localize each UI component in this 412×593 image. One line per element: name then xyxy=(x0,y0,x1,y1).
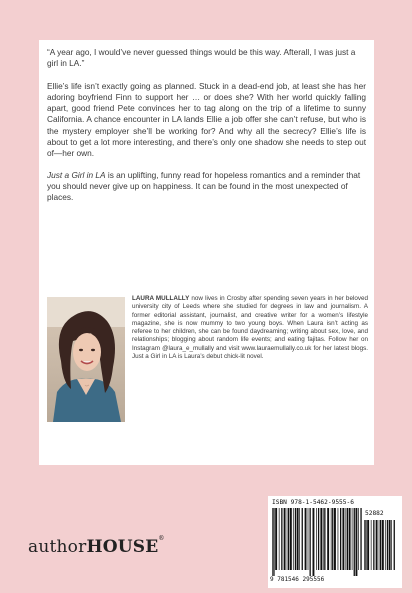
addon-bars xyxy=(364,520,396,576)
book-title-italic: Just a Girl in LA xyxy=(47,169,106,180)
barcode-stripe xyxy=(376,520,378,570)
barcode-stripe xyxy=(272,508,273,576)
barcode-stripe xyxy=(358,508,359,570)
barcode-stripe xyxy=(371,520,372,570)
barcode-stripe xyxy=(320,508,322,570)
barcode-stripe xyxy=(310,508,311,576)
back-cover-text-panel xyxy=(39,40,374,465)
barcode-stripe xyxy=(284,508,286,570)
barcode-stripe xyxy=(273,508,274,576)
isbn-barcode xyxy=(268,496,402,588)
barcode-stripe xyxy=(387,520,388,570)
barcode-stripe xyxy=(275,508,277,570)
barcode-stripe xyxy=(373,520,374,570)
tagline-paragraph xyxy=(47,170,366,204)
barcode-stripe xyxy=(385,520,386,570)
barcode-stripe xyxy=(342,508,344,570)
isbn-label: ISBN 978-1-5462-9555-6 xyxy=(272,499,354,506)
barcode-stripe xyxy=(367,520,369,570)
price-code: 52882 xyxy=(365,510,384,517)
opening-quote: “A year ago, I would’ve never guessed things would be this way. Afterall, I was just a girl in LA.” xyxy=(47,47,356,69)
barcode-stripe xyxy=(365,520,366,570)
barcode-stripe xyxy=(334,508,336,570)
barcode-stripe xyxy=(288,508,289,570)
barcode-stripe xyxy=(349,508,351,570)
synopsis-paragraph: Ellie’s life isn’t exactly going as planned. Stuck in a dead-end job, at least she has her adoring boyfriend Finn to support her … or does she? With her world quickly falling apart, good friend Pete convinces her to tag along on the trip of a lifetime to sunny California. A chance encounter in LA lands Ellie a job offer she can’t refuse, but who is the mystery employer she’ll be working for? And why all the secrecy? Ellie’s life is about to get a lot more interesting, and there’s only one shadow she needs to step out of—her own. xyxy=(47,80,366,159)
barcode-stripe xyxy=(316,508,317,570)
barcode-stripe xyxy=(380,520,381,570)
barcode-stripe xyxy=(287,508,288,570)
registered-mark: ® xyxy=(158,535,165,542)
author-bio-text: now lives in Crosby after spending seven years in her beloved university city of Leeds where she studied for degrees in law and journalism. A former editorial assistant, journalist, and creative writer for a women’s lifestyle magazine, she is now mummy to two young boys. When Laura isn’t acting as referee to her children, she can be found daydreaming; writing about sex, love, and relationships; blogging about random life events; and eating fajitas. Follow her on Instagram @laura_e_mullally and visit www.lauraemullally.co.uk for her latest blogs. Just a Girl in LA is Laura’s debut chick-lit novel. xyxy=(132,295,368,361)
barcode-stripe xyxy=(394,520,395,570)
barcode-stripe xyxy=(313,508,315,576)
barcode-stripe xyxy=(299,508,300,570)
barcode-stripe xyxy=(382,520,384,570)
barcode-stripe xyxy=(293,508,294,570)
barcode-stripe xyxy=(332,508,333,570)
barcode-stripe xyxy=(324,508,325,570)
publisher-logo xyxy=(28,537,165,557)
barcode-stripe xyxy=(305,508,307,570)
ean-bars xyxy=(272,508,362,576)
barcode-stripe xyxy=(318,508,319,570)
barcode-stripe xyxy=(331,508,332,570)
barcode-stripe xyxy=(347,508,348,570)
barcode-stripe xyxy=(302,508,303,570)
barcode-stripe xyxy=(391,520,392,570)
barcode-stripe xyxy=(364,520,365,570)
tagline-text: is an uplifting, funny read for hopeless romantics and a reminder that you should never give up on happiness. It can be found in the most unexpected of places. xyxy=(47,169,361,203)
barcode-stripe xyxy=(346,508,347,570)
barcode-stripe xyxy=(389,520,391,570)
barcode-stripe xyxy=(297,508,299,570)
author-name: LAURA MULLALLY xyxy=(132,295,190,302)
barcode-stripe xyxy=(290,508,292,570)
logo-word-author: author xyxy=(28,537,87,557)
ean-digits: 9 781546 295556 xyxy=(270,576,325,583)
barcode-stripe xyxy=(323,508,324,570)
barcode-stripe xyxy=(354,508,355,576)
barcode-stripe xyxy=(360,508,361,570)
author-bio xyxy=(132,295,368,361)
barcode-stripe xyxy=(308,508,309,570)
barcode-stripe xyxy=(352,508,353,570)
barcode-stripe xyxy=(281,508,282,570)
logo-word-house: HOUSE xyxy=(86,537,159,557)
author-photo xyxy=(47,297,125,422)
barcode-stripe xyxy=(379,520,380,570)
barcode-stripe xyxy=(327,508,329,570)
barcode-stripe xyxy=(338,508,339,570)
barcode-stripe xyxy=(279,508,280,570)
barcode-stripe xyxy=(356,508,358,576)
barcode-stripe xyxy=(295,508,296,570)
barcode-stripe xyxy=(340,508,341,570)
